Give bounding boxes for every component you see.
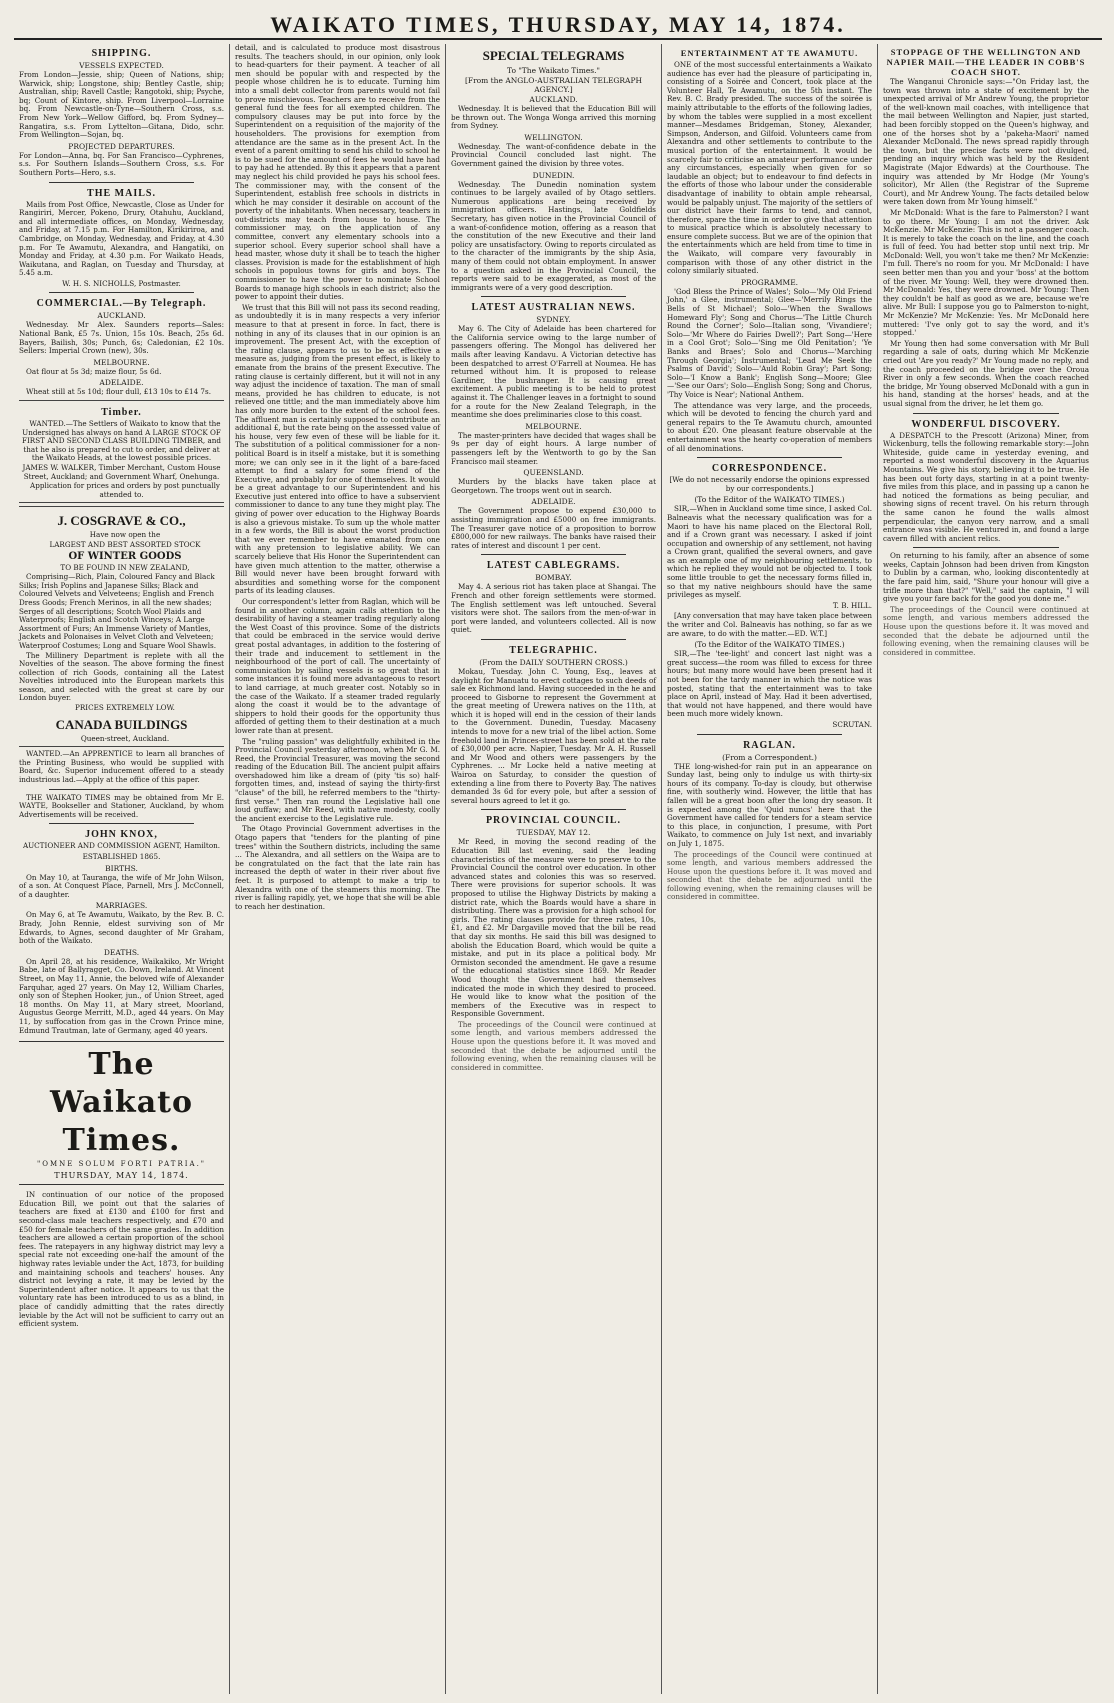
column-5 (878, 44, 1094, 1694)
column-2 (230, 44, 446, 1694)
special-telegrams-heading: SPECIAL TELEGRAMS (482, 48, 625, 63)
projected-heading: PROJECTED DEPARTURES. (68, 141, 175, 151)
stoppage-heading: STOPPAGE OF THE WELLINGTON AND NAPIER MAIL—THE LEADER IN COBB'S COACH SHOT. (886, 47, 1086, 77)
bombay-text: May 4. A serious riot has taken place at Shangai. The French and other foreign settlements were stormed. The English settlement was left untouched. Several visitors were shot. The sailors from the men-of-war in port were landed, and volunteers collected. All is now quiet. (451, 582, 656, 635)
stoppage-dialogue: Mr McDonald: What is the fare to Palmerston? I want to go there. Mr Young: I am not the driver. Ask McKenzie. Mr McKenzie: This is not a passenger coach. It is merely to take the coach on the line, and the coach is full of feed. You had better stop until next trip. Mr McDonald: Well, you won't take me then? Mr McKenzie: I'm full. There's no room for you. Mr McDonald: I have seen better men than you and your 'boss' at the bottom of the river. Mr Young: Well, they were drowned then. Mr McDonald: Yes, they were drowned. Mr Young: Then they couldn't be half as good as we are, because we're alive. Mr Bull: I suppose you go to Palmerston to-night, Mr McKenzie? Mr McKenzie: Yes. Mr McDonald here muttered: 'I've only got to say the word, and it's stopped.' (883, 207, 1089, 338)
timber-advert (19, 400, 224, 503)
editorial-text: IN continuation of our notice of the proposed Education Bill, we point out that the salaries of teachers are fixed at £130 and £100 for first and second-class male teachers respectively, and £70 and £50 for female teachers of the same grades. In addition teachers are allowed a certain proportion of the school fees. The ratepayers in any highway district may levy a special rate not exceeding one-half the amount of the highway rates leviable under the Act, 1873, for building and maintaining schools and teachers' houses. Any district not levying a rate, it may be levied by the Superintendent after notice. It appears to us that the voluntary rate has been introduced to us as a blind, in place of candidly admitting that the rates directly leviable by the Act will not be sufficient to carry out an efficient system. (19, 1190, 224, 1329)
provincial-council-date: TUESDAY, MAY 12. (516, 828, 591, 838)
agency-note: [From the ANGLO-AUSTRALIAN TELEGRAPH AGENCY.] (464, 76, 643, 94)
dunedin-tel-heading: DUNEDIN. (532, 170, 575, 180)
cosgrave-sub2: LARGEST AND BEST ASSORTED STOCK (49, 539, 201, 549)
entertainment-text: ONE of the most successful entertainments a Waikato audience has ever had the pleasure of participating in, consisting of a Soirée and Concert, took place at the Volunteer Hall, Te Awamutu, on the 5th instant. The Rev. B. C. Brady presided. The success of the soirée is mainly attributable to the efforts of the following ladies, by whom the tables were supplied in a most excellent manner—Mesdames Bridgeman, Stoney, Alexander, Simpson, Anderson, and Gilfoid. Volunteers came from Alexandra and other settlements to contribute to the musical portion of the entertainment. It would be scarcely fair to criticise an amateur performance under any circumstances, especially when given for so laudable an object; but to endeavour to find defects in the efforts of those who labour under the considerable disadvantage of inability to obtain ample rehearsal, would be palpably unjust. The majority of the settlers of our district have their farms to tend, and cannot, therefore, spare the time in order to give that attention to musical practice which is absolutely necessary to ensure complete success. But we are of the opinion that the entertainments which are held from time to time in the Waikato, will compare very favourably in comparison with those of any other district in the colony similarly situated. (667, 60, 872, 276)
editorial-opinion: We trust that this Bill will not pass its second reading, as undoubtedly it is in many respects a very inferior measure to that at present in force. In fact, there is nothing in any of its clauses that in our opinion is an improvement. The present Act, with the exception of the rating clause, appears to us to be as effective a measure as, judging from the present effect, is likely to emanate from the brains of the present Executive. The rating clause is certainly different, but it will not in any way adjust the incidence of taxation. The man of small means, provided he has children to educate, is not relieved one tittle; and the man immediately above him has only more burden to the extent of the school fees. The affluent man is certainly supposed to contribute an additional £, but the rate being on the assessed value of his house, very few even of these will be liable for it. The substitution of a political commissioner for a non-political Board is in itself a mistake, but it is something more; we can only see in it the light of a bare-faced attempt to find a salary for some friend of the Executive, and probably for one of themselves. It would be a great advantage to our Superintendent and his Executive just entered into office to have a subservient commissioner to dance to any tune they might play. The giving of power over education to the Highway Boards is also a grievous mistake. To sum up the whole matter in a few words, the Bill is about the worst production that we ever remember to have emanated from one with any pretension to legislative ability. We can scarcely believe that His Honor the Superintendent can have given much attention to the matter, otherwise a Bill would never have been brought forward with absurdities and something worse for the component parts of its leading clauses. (235, 302, 440, 596)
programme-heading: PROGRAMME. (740, 277, 799, 287)
letter1-signature: T. B. HILL. (832, 600, 872, 610)
programme-after: The attendance was very large, and the proceeds, which will be devoted to fencing the church yard and general repairs to the Te Awamutu church, amounted to about £20. One pleasant feature observable at the entertainment was the hearty co-operation of members of all denominations. (667, 400, 872, 453)
timber-signature: JAMES W. WALKER, Timber Merchant, Custom House Street, Auckland; and Government Wharf, Onehunga. (22, 463, 221, 481)
marriages-heading: MARRIAGES. (95, 901, 148, 911)
telegraphic-text: Mokau, Tuesday. John C. Young, Esq., leaves at daylight for Manuatu to erect cottages to such deeds of sale ex Richmond land. Having succeeded in the he and proceed to Gisborne to represent the Government at the great meeting of Urewera natives on the 11th, at which it is hoped will end in the cession of their lands to the Government. Dunedin, Tuesday. Macaseny intends to move for a new trial of the libel action. Some freehold land in Princes-street has been sold at the rate of £30,000 per acre. Napier, Tuesday. Mr A. H. Russell and Mr Wood and others were passengers by the Cyphrenes. ... Mr Locke held a native meeting at Wairoa on Saturday, to consider the question of extending a line from there to Poverty Bay. The natives demanded 3s 6d for every pole, but after a session of several hours agreed to let it go. (451, 666, 656, 805)
melbourne-text: Oat flour at 5s 3d; maize flour, 5s 6d. (26, 366, 162, 376)
telegraphic-heading: TELEGRAPHIC. (509, 644, 598, 656)
canada-heading: CANADA BUILDINGS (55, 716, 188, 732)
raglan-filler: The proceedings of the Council were continued at some length, and various members addressed the House upon the questions before it. It was moved and seconded that the debate be adjourned until the following evening, when the remaining clauses will be considered in committee. (667, 849, 872, 902)
wellington-tel-text: Wednesday. The want-of-confidence debate in the Provincial Council concluded last night. The Government gained the division by three votes. (451, 141, 656, 168)
discovery-heading: WONDERFUL DISCOVERY. (911, 418, 1061, 430)
knox-established: ESTABLISHED 1865. (82, 852, 161, 861)
vessels-text: From London—Jessie, ship; Queen of Nations, ship; Warwick, ship; Longstone, ship; Bentley Castle, ship; Australian, ship; Ravell Castle; Rangotoki, ship; Psyche, bq; Count of Kintore, ship. From Liverpool—Lorraine bq. From Newcastle-on-Tyne—Southern Cross, s.s. From New York—Wellow Gifford, bq. From Sydney—Rangatira, s.s. From Lyttelton—Gitana, Dido, schr. From Wellington—Sojan, bq. (19, 70, 224, 140)
column5-filler: The proceedings of the Council were continued at some length, and various members addressed the House upon the questions before it. It was moved and seconded that the debate be adjourned until the following evening, when the remaining clauses will be considered in committee. (883, 604, 1089, 657)
mails-text: Mails from Post Office, Newcastle, Close as Under for Rangiriri, Mercer, Pokeno, Drury, Otahuhu, Auckland, and all intermediate offices, on Monday, Wednesday, and Friday, at 7.15 p.m. For Hamilton, Kirikiriroa, and Cambridge, on Monday, Wednesday, and Friday, at 4.30 p.m. For Te Awamutu, Alexandra, and Hangatiki, on Monday and Friday, at 4.30 p.m. For Waikato Heads, Waikutana, and Raglan, on Tuesday and Thursday, at 5.45 a.m. (19, 199, 224, 278)
otago-waipa-note: The Otago Provincial Government advertises in the Otago papers that "tenders for the planting of pine trees" within the Southern districts, including the same ... The Alexandra, and all settlers on the Waipa are to be congratulated on the fact that the late rain has increased the depth of water in their river about five feet. It is purposed to attempt to make a trip to Alexandra with one of the steamers this morning. The river is falling rapidly, yet, we hope that she will be able to reach her destination. (235, 824, 440, 911)
mails-signature: W. H. S. NICHOLLS, Postmaster. (62, 278, 181, 288)
masthead-title: WAIKATO TIMES, THURSDAY, MAY 14, 1874. (270, 12, 846, 37)
dunedin-tel-text: Wednesday. The Dunedin nomination system continues to be largely availed of by Otago settlers. Numerous applications are being received by immigration officers. Hastings, late Goldfields Secretary, has given notice in the Provincial Council of a want-of-confidence motion, offering as a reason that the constitution of the new Executive and their land policy are unsatisfactory. Owing to reports circulated as to the character of the immigrants by the ship Asia, many of them could not obtain employment. In answer to a question asked in the Provincial Council, the reports were said to be exaggerated, as most of the immigrants were of a very good description. (451, 179, 656, 292)
cosgrave-list: Comprising—Rich, Plain, Coloured Fancy and Black Silks; Irish Poplins and Japanese Silks; Black and Coloured Velvets and Velveteens; English and French Dress Goods; French Merinos, in all the new shades; Serges of all descriptions; Scotch Wool Plaids and Waterproofs; English and Scotch Winceys; A Large Assortment of Furs; An Immense Variety of Mantles, Jackets and Polonaises in Velvet Cloth and Velveteen; Waterproof Costumes; Long and Square Wool Shawls. (19, 572, 216, 650)
letter1-text: SIR,—When in Auckland some time since, I asked Col. Balneavis what the necessary qualification was for a Maori to have his name placed on the Electoral Roll, and if a Crown grant was necessary. I asked if joint occupation and ownership of any settlement, not having a Crown grant, qualified the several owners, and gave as an example one of my neighbouring settlements, to which he replied they would not be objected to. I took some little trouble to get the necessary forms filled in, so that my native neighbours should have the same privileges as myself. (667, 504, 873, 600)
column-1 (14, 44, 230, 1694)
deaths-heading: DEATHS. (103, 947, 140, 957)
melbourne-heading: MELBOURNE. (93, 357, 150, 367)
masthead (14, 6, 1102, 40)
columns (14, 44, 1102, 1694)
auckland-tel-heading: AUCKLAND. (529, 95, 578, 104)
adelaide-tel-heading: ADELAIDE. (531, 497, 576, 507)
melbourne-tel-heading: MELBOURNE. (525, 421, 582, 431)
timber-text: WANTED.—The Settlers of Waikato to know that the Undersigned has always on hand A LARGE STOCK OF FIRST AND SECOND CLASS BUILDING TIMBER, and that he also is prepared to cut to order, and deliver at the Waikato Heads, at the lowest possible prices. (21, 419, 222, 463)
ruling-passion-note: The "ruling passion" was delightfully exhibited in the Provincial Council yesterday afternoon, when Mr G. M. Reed, the Provincial Treasurer, was moving the second reading of the Education Bill. The ancient pulpit affairs overshadowed him like a dream of (pity 'tis so) half-forgotten times, and, instead of saying the thirty-first "clause" of the bill, he referred members to the "thirty-first verse." Then ran round the Legislative hall one loud guffaw; and Mr Reed, with native modesty, coolly the ancient exercise to the Legislative rule. (235, 736, 440, 823)
vessels-expected-heading: VESSELS EXPECTED. (79, 61, 164, 70)
cosgrave-sub3: OF WINTER GOODS (68, 550, 182, 562)
timber-heading: Timber. (101, 407, 142, 419)
cosgrave-sub4: TO BE FOUND IN NEW ZEALAND, (60, 562, 190, 572)
stoppage-after: Mr Young then had some conversation with Mr Bull regarding a sale of oats, during which Mr McKenzie cried out 'Are you ready?' Mr Young made no reply, and the coach proceeded on the bridge over the Oroua River in only a few seconds. When the coach reached the bridge, Mr Young observed McDonald with a gun in his hand, standing at the horses' heads, and at the usual signal from the driver, he let them go. (883, 338, 1089, 408)
correspondence-note: [We do not necessarily endorse the opinions expressed by our correspondents.] (669, 475, 870, 493)
canada-sub: Queen-street, Auckland. (80, 733, 170, 743)
cosgrave-prices: PRICES EXTREMELY LOW. (75, 703, 175, 713)
commercial-heading: COMMERCIAL.—By Telegraph. (36, 298, 207, 310)
apprentice-wanted: WANTED.—An APPRENTICE to learn all branches of the Printing Business, who would be supplied with Board, &c. Superior inducement offered to a steady industrious lad.—Apply at the office of this paper. (19, 749, 224, 785)
knox-heading: JOHN KNOX, (85, 829, 158, 841)
stoppage-text: The Wanganui Chronicle says:—"On Friday last, the town was thrown into a state of excitement by the unexpected arrival of Mr Andrew Young, the proprietor of the well-known mail coaches, with intelligence that the mail between Wellington and Napier, just started, had been forcibly stopped on the Queen's highway, and one of the horses shot by a 'pakeha-Maori' named Alexander McDonald. The news spread rapidly through the town, but the precise facts were not divulged, pending an inquiry which was held by the Resident Magistrate (Major Edwards) at the Courthouse. The inquiry was attended by Mr Hodge (Mr Young's solicitor), Mr Allen (the Registrar of the Supreme Court), and Mr Andrew Young. The facts detailed below were taken down from Mr Young himself." (883, 77, 1089, 207)
projected-text: For London—Anna, bq. For San Francisco—Cyphrenes, s.s. For Southern Islands—Southern Cross, s.s. For Southern Ports—Hero, s.s. (19, 150, 224, 177)
entertainment-heading: ENTERTAINMENT AT TE AWAMUTU. (680, 48, 859, 58)
special-telegrams-sub: To "The Waikato Times." (507, 66, 600, 75)
correspondence-heading: CORRESPONDENCE. (711, 463, 828, 475)
column-3 (446, 44, 662, 1694)
telegraphic-sub: (From the DAILY SOUTHERN CROSS.) (479, 657, 628, 667)
knox-sub: AUCTIONEER AND COMMISSION AGENT, Hamilton. (22, 841, 221, 851)
auckland-tel-text: Wednesday. It is believed that the Education Bill will be thrown out. The Wonga Wonga arrived this morning from Sydney. (451, 104, 656, 131)
raglan-text: THE long-wished-for rain put in an appearance on Sunday last, being only to indulge us with thirty-six hours of its company. To-day is cloudy, but otherwise fine, with southerly wind. However, the little that has fallen will be a great boon after the long dry season. It is expected among the 'Quid nuncs' here that the Government have called for tenders for a steam service to this place, in conjunction, I presume, with Port Waikato, to commence on July 1st next, and invariably on July 1, 1875. (667, 761, 872, 848)
paper-date: THURSDAY, MAY 14, 1874. (54, 1170, 189, 1180)
raglan-steamer-note: Our correspondent's letter from Raglan, which will be found in another column, again calls attention to the desirability of having a steamer trading regularly along the West Coast of this province. Some of the districts that could be embraced in the service would derive great postal advantages, in addition to the fostering of their trade and inducement to settlement in the neighbourhood of the port of call. The uncertainty of communication by sailing vessels is so great that in some instances it is found more advantageous to resort to land carriage, at much greater cost. Notably so in the case of the Waikato. If a steamer traded regularly along the coast it would be to the advantage of shippers to hold their goods for the opportunity thus afforded of getting them to their destination at a much lower rate than at present. (235, 597, 440, 735)
cosgrave-text: The Millinery Department is replete with all the Novelties of the season. The above forming the finest collection of rich Goods, containing all the Latest Novelties introduced into the European markets this season, and selected with the great st care by our London buyer. (19, 650, 224, 703)
cosgrave-sub1: Have now open the (89, 530, 161, 540)
editorial-continued: detail, and is calculated to produce most disastrous results. The teachers should, in our opinion, only look to head-quarters for their payment. A teacher of all men should be popular with and respected by the people whose children he is to educate. Turning him into a small debt collector from parents would not fail to prove mischievous. Teachers are to receive from the general fund the fees for all exempted children. The compulsory clauses may be put into force by the Superintendent on a requisition of the majority of the householders. The provisions for exemption from attendance are the same as in the present Act. In the event of a parent omitting to send his child to school he is to be sued for the amount of fees he would have had to pay had he attended. By this it appears that a parent may neglect his child provided he pays his school fees. The commissioner may, with the consent of the Superintendent, establish free schools in districts in which he may consider it desirable on account of the poverty of the inhabitants. When necessary, teachers in out-districts may teach from house to house. The commissioner may, on the application of any committee, convert any elementary schools into a superior school. Every superior school shall have a head master, whose duty it shall be to teach the higher classes. Provision is made for the establishment of high schools in populous towns for girls and boys. The commissioner to have the power to nominate School Boards to manage high schools in each district; also the power to appoint their duties. (235, 44, 440, 302)
raglan-heading: RAGLAN. (743, 739, 796, 751)
adelaide-tel-text: The Government propose to expend £30,000 to assisting immigration and £5000 on free immigrants. The Treasurer gave notice of a proposition to borrow £800,000 for new railways. The banks have raised their rates of interest and discount 1 per cent. (451, 506, 656, 550)
births-text: On May 10, at Tauranga, the wife of Mr John Wilson, of a son. At Conquest Place, Parnell, Mrs J. McConnell, of a daughter. (19, 872, 224, 899)
wellington-tel-heading: WELLINGTON. (524, 132, 583, 142)
auckland-text: Wednesday. Mr Alex. Saunders reports—Sales: National Bank, £5 7s. Union, 15s 10s. Beach, 25s 6d. Bayers, Bailish, 30s; Punch, 6s; Caledonian, £2 10s. Sellers: Imperial Crown (new), 30s. (19, 320, 224, 356)
discovery-after: On returning to his family, after an absence of some weeks, Captain Johnson had been driven from Kingston to Dublin by a carman, who, looking discontentedly at the fare paid him, said, "Shure your honour will give a trifle more than that?" "Well," said the captain, "I will give you your fare back for the good you done me." (883, 551, 1089, 604)
programme-text: 'God Bless the Prince of Wales'; Solo—'My Old Friend John,' a Glee, instrumental; Glee—'Merrily Rings the Bells of St Michael'; Solo—'When the Swallows Homeward Fly'; Song and Chorus—'The Little Church Round the Corner'; Solo—Italian song, 'Vivandiere'; Solo—'Mr Where do Fairies Dwell?'; Part Song—'Here in a Cool Grot'; Solo—'Sing me Old Penitation'; 'Ye Banks and Braes'; Solo and Chorus—'Marching Through Georgia'; Instrumental; 'Lead Me Seek the Psalms of David'; Solo—'Auld Robin Gray'; Part Song; Solo—'I Know a Bank'; English Song—Moore; Glee—'See our Oars'; Solo—English Song; Song and Chorus, 'Thy Voice is Near'; National Anthem. (667, 286, 872, 399)
sydney-text: May 6. The City of Adelaide has been chartered for the California service owing to the large number of passengers offering. The Mongol has delivered her mails after leaving Kandavu. A Victorian detective has been despatched to arrest O'Farrell at Noumea. He has returned without him. It is proposed to release Gardiner, the bushranger. It is causing great excitement. A public meeting is to be held to protest against it. The Challenger leaves in a fortnight to sound for a route for the New Zealand Telegraph, in the meantime she does preliminaries close to this coast. (451, 324, 656, 420)
births-heading: BIRTHS. (105, 863, 138, 873)
adelaide-heading: ADELAIDE. (99, 378, 144, 388)
provincial-council-filler: The proceedings of the Council were continued at some length, and various members addressed the House upon the questions before it. It was moved and seconded that the debate be adjourned until the following evening, when the remaining clauses will be considered in committee. (451, 1019, 656, 1072)
queensland-text: Murders by the blacks have taken place at Georgetown. The troops went out in search. (451, 477, 656, 495)
times-notice: THE WAIKATO TIMES may be obtained from Mr E. WAYTE, Bookseller and Stationer, Auckland, by whom Advertisements will be received. (19, 792, 224, 819)
shipping-heading: SHIPPING. (91, 48, 152, 59)
cosgrave-advert (19, 506, 224, 747)
sydney-heading: SYDNEY. (536, 315, 571, 325)
melbourne-tel-text: The master-printers have decided that wages shall be 9s per day of eight hours. A large number of passengers left by the Wentworth to go by the San Francisco mail steamer. (451, 430, 656, 466)
marriages-text: On May 6, at Te Awamutu, Waikato, by the Rev. B. C. Brady, John Rennie, eldest surviving son of Mr Edwards, to Agnes, second daughter of Mr Graham, both of the Waikato. (19, 910, 224, 946)
provincial-council-heading: PROVINCIAL COUNCIL. (485, 815, 622, 827)
letter2-text: [Any conversation that may have taken place between the writer and Col. Balneavis has nothing, so far as we are aware, to do with the matter.—ED. W.T.] (667, 611, 872, 638)
letter3-text: SIR,—The 'tee-light' and concert last night was a great success—the room was filled to excess for three hours; but many more would have been present had it not been for the tardy manner in which the notice was posted, stating that the entertainment was to take place on April, instead of May. Had it been advertised, that would not have happened, and there would have been much more widely known. (667, 649, 872, 719)
letter3-signature: SCRUTAN. (832, 719, 872, 729)
letter3-heading: (To the Editor of the WAIKATO TIMES.) (694, 640, 845, 650)
latest-australian-heading: LATEST AUSTRALIAN NEWS. (471, 302, 636, 314)
timber-note: Application for prices and orders by post punctually attended to. (30, 481, 220, 499)
provincial-council-text: Mr Reed, in moving the second reading of the Education Bill last evening, said the leading characteristics of the measure were to preserve to the Provincial Council the control over education. In other advanced states and colonies this was so reserved. There were provisions for superior schools. It was proposed to utilise the Highway Districts by making a district rate, which the Boards would have a share in distributing. There was a provision for a high school for girls. The rating clauses provide for three rates, 10s, £1, and £2. Mr Dargaville moved that the bill be read that day six months. He said this bill was designed to abolish the Education Board, which would be quite a mistake, and put in its place a political body. Mr Ormiston seconded the amendment. He gave a resume of the educational statistics since 1869. Mr Reader Wood thought the Government had themselves indicated the mode in which they desired to proceed. He would like to know what the position of the members of the Executive was in respect to Responsible Government. (451, 837, 656, 1019)
auckland-heading: AUCKLAND. (97, 311, 146, 321)
paper-motto: "OMNE SOLUM FORTI PATRIA." (36, 1160, 207, 1169)
cablegrams-heading: LATEST CABLEGRAMS. (486, 560, 621, 572)
paper-title-block (19, 1041, 224, 1185)
letter1-heading: (To the Editor of the WAIKATO TIMES.) (694, 495, 845, 505)
queensland-heading: QUEENSLAND. (523, 468, 584, 478)
adelaide-text: Wheat still at 5s 10d; flour dull, £13 10s to £14 7s. (26, 387, 211, 397)
paper-title: The Waikato Times. (49, 1047, 193, 1159)
discovery-text: A DESPATCH to the Prescott (Arizona) Miner, from Wickenburg, tells the following remarkable story:—John Whiteside, guide came in yesterday evening, and reported a most wonderful discovery in the Aquarius Mountains. We give his story, believing it to be true. He has been out forty days, starting in at a point twenty-five miles from this place, and in passing up a canon he had noticed the formations as being peculiar, and showing signs of recent travel. On his return through the same canon he found the walls almost perpendicular, the canyon very narrow, and a small entrance was visible. He ventured in, and found a large cavern filled with ancient relics. (883, 430, 1089, 543)
column-4 (662, 44, 878, 1694)
deaths-text: On April 28, at his residence, Waikakiko, Mr Wright Babe, late of Ballyragget, Co. Down, Ireland. At Vincent Street, on May 11, Annie, the beloved wife of Alexander Farquhar, aged 27 years. On May 12, William Charles, only son of Stephen Hooker, jun., of Union Street, aged 18 months. On May 11, at Mary street, Moorland, Augustus George Merritt, M.D., aged 44 years. On May 11, by suffocation from gas in the Crown Prince mine, Edmund Trautman, late of Germany, aged 40 years. (19, 956, 224, 1035)
bombay-heading: BOMBAY. (535, 573, 572, 583)
cosgrave-heading: J. COSGRAVE & CO., (57, 513, 186, 529)
mails-heading: THE MAILS. (87, 187, 156, 199)
raglan-sub: (From a Correspondent.) (722, 752, 817, 762)
